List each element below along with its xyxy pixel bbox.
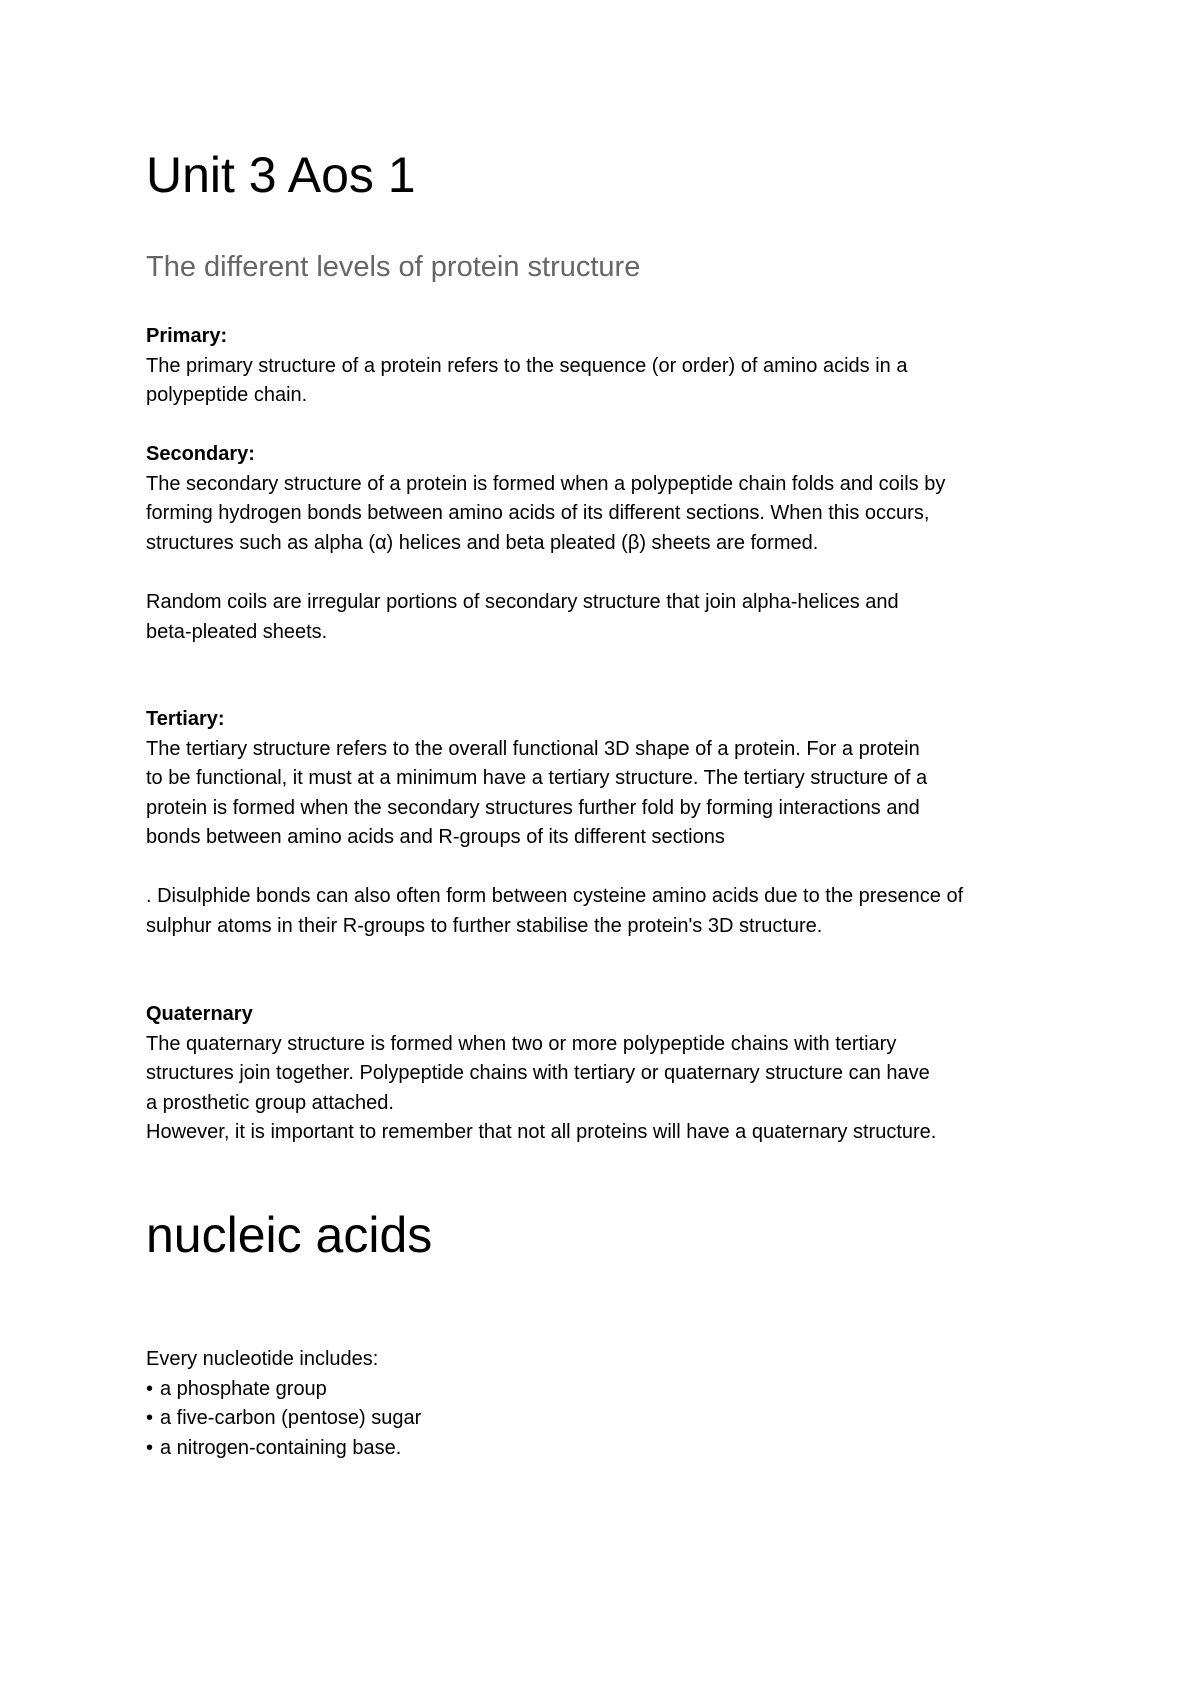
section-quaternary-label: Quaternary xyxy=(146,1003,253,1025)
section-secondary-label: Secondary: xyxy=(146,443,255,465)
section-secondary-extra-line: Random coils are irregular portions of secondary structure that join alpha-helices and xyxy=(146,591,899,613)
bullet-icon: • xyxy=(146,1436,154,1459)
section-tertiary-line: bonds between amino acids and R-groups of its different sections xyxy=(146,826,725,848)
list-item-text: a nitrogen-containing base. xyxy=(160,1436,402,1459)
list-item-text: a five-carbon (pentose) sugar xyxy=(160,1407,422,1429)
nucleotide-intro: Every nucleotide includes: xyxy=(146,1348,379,1370)
nucleic-acids-heading: nucleic acids xyxy=(146,1207,433,1263)
section-tertiary-extra-line: . Disulphide bonds can also often form between cysteine amino acids due to the presence of xyxy=(146,885,964,907)
nucleotide-list xyxy=(146,1375,1086,1464)
list-item xyxy=(146,1375,1086,1405)
list-item xyxy=(146,1434,1086,1464)
section-primary xyxy=(146,322,1086,411)
bullet-icon: • xyxy=(146,1407,154,1429)
section-tertiary-line: protein is formed when the secondary structures further fold by forming interactions and xyxy=(146,796,920,819)
section-quaternary-line: structures join together. Polypeptide chains with tertiary or quaternary structure can have xyxy=(146,1062,930,1084)
section-quaternary xyxy=(146,1000,1086,1148)
section-tertiary-label: Tertiary: xyxy=(146,708,225,730)
page-title: Unit 3 Aos 1 xyxy=(146,147,416,203)
section-tertiary-extra-line: sulphur atoms in their R-groups to further stabilise the protein's 3D structure. xyxy=(146,914,823,937)
section-secondary-extra-line: beta-pleated sheets. xyxy=(146,620,328,643)
list-item-text: a phosphate group xyxy=(160,1377,327,1400)
section-primary-label: Primary: xyxy=(146,325,228,347)
section-tertiary-line: to be functional, it must at a minimum have a tertiary structure. The tertiary structure of a xyxy=(146,767,928,789)
section-quaternary-line: However, it is important to remember that not all proteins will have a quaternary structure. xyxy=(146,1121,937,1143)
section-primary-line: The primary structure of a protein refers to the sequence (or order) of amino acids in a xyxy=(146,354,908,377)
section-secondary-line: forming hydrogen bonds between amino acids of its different sections. When this occurs, xyxy=(146,502,930,524)
section-tertiary-line: The tertiary structure refers to the overall functional 3D shape of a protein. For a protein xyxy=(146,737,920,760)
section-quaternary-line: a prosthetic group attached. xyxy=(146,1091,394,1114)
bullet-icon: • xyxy=(146,1377,154,1400)
section-quaternary-line: The quaternary structure is formed when two or more polypeptide chains with tertiary xyxy=(146,1032,897,1055)
section-secondary-random-coils xyxy=(146,588,1086,647)
section-secondary-line: structures such as alpha (α) helices and beta pleated (β) sheets are formed. xyxy=(146,531,819,554)
section-secondary-line: The secondary structure of a protein is formed when a polypeptide chain folds and coils by xyxy=(146,472,946,495)
section-tertiary-disulphide xyxy=(146,882,1086,941)
section-tertiary xyxy=(146,705,1086,853)
section-secondary xyxy=(146,440,1086,558)
page-subtitle: The different levels of protein structure xyxy=(146,251,641,283)
nucleotide-components xyxy=(146,1345,1086,1463)
list-item xyxy=(146,1404,1086,1434)
section-primary-line: polypeptide chain. xyxy=(146,384,308,406)
